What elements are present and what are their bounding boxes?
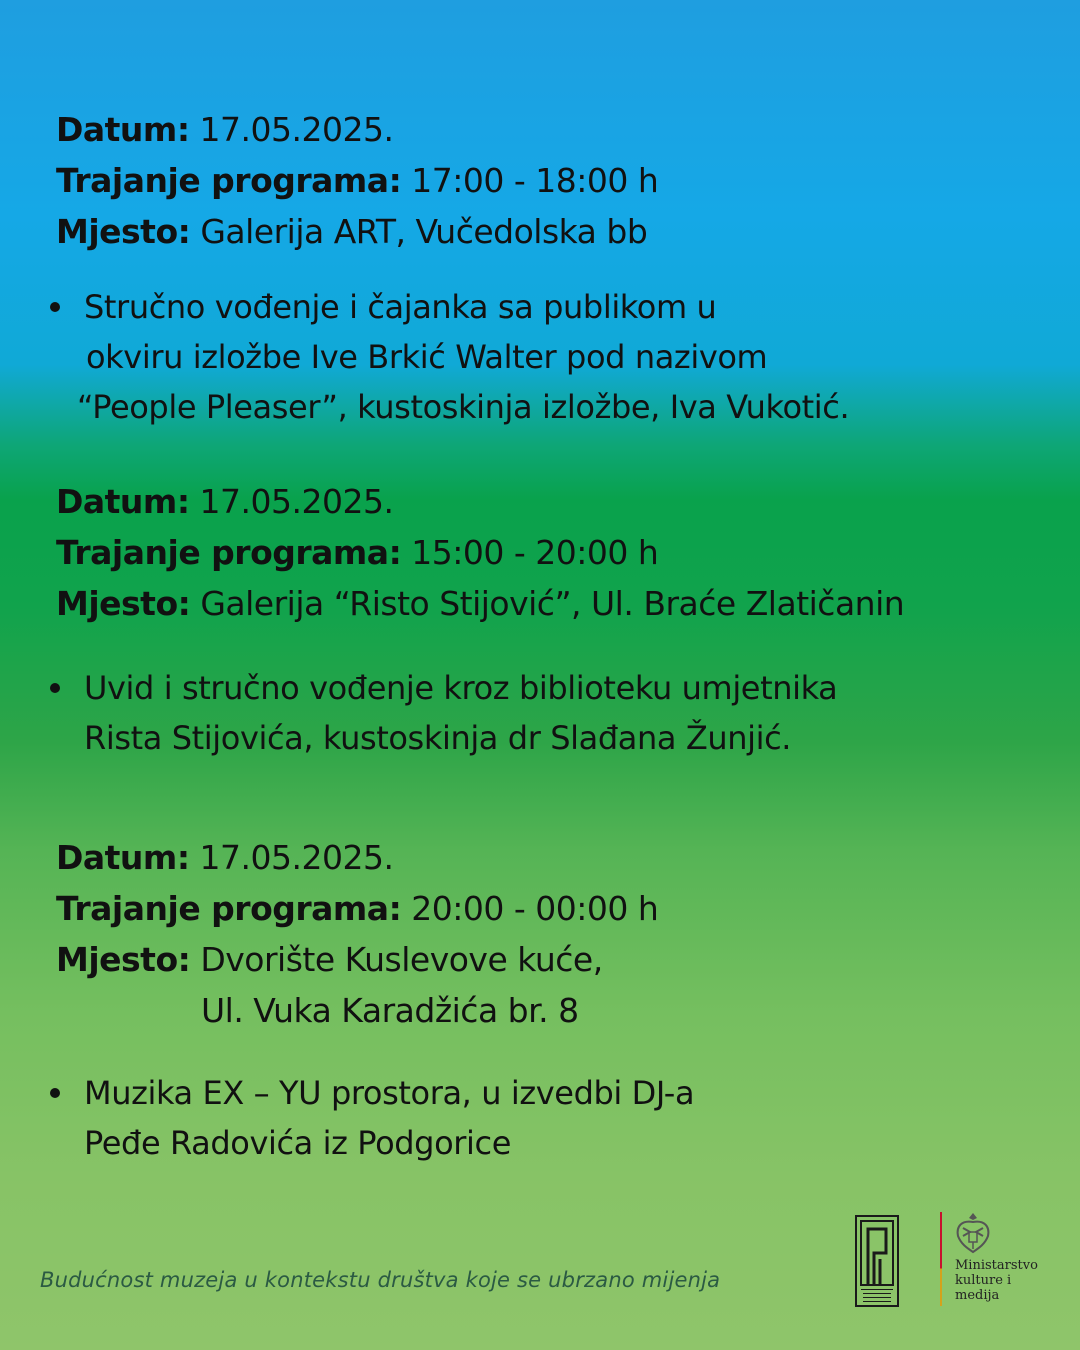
museum-logo: [855, 1215, 899, 1307]
event-2-description: Uvid i stručno vođenje kroz biblioteku umjetnika Rista Stijovića, kustoskinja dr Slađana Žunjić.: [50, 663, 837, 763]
bullet-icon: [50, 683, 60, 693]
bullet-icon: [50, 302, 60, 312]
event-place-row-2: Ul. Vuka Karadžića br. 8: [201, 991, 579, 1030]
event-place-row: Mjesto: Galerija “Risto Stijović”, Ul. Braće Zlatičanin: [56, 584, 905, 623]
event-place-row: Mjesto: Dvorište Kuslevove kuće,: [56, 940, 603, 979]
event-date-row: Datum: 17.05.2025.: [56, 482, 394, 521]
event-2-info: [56, 476, 904, 629]
event-3-description: Muzika EX – YU prostora, u izvedbi DJ-a Peđe Radovića iz Podgorice: [50, 1068, 694, 1168]
event-date-row: Datum: 17.05.2025.: [56, 110, 394, 149]
footer-tagline: Budućnost muzeja u kontekstu društva koje se ubrzano mijenja: [40, 1268, 721, 1292]
ministry-name: Ministarstvo kulture i medija: [955, 1258, 1038, 1303]
event-1-info: [56, 104, 658, 257]
event-place-row: Mjesto: Galerija ART, Vučedolska bb: [56, 212, 648, 251]
event-3-info: [56, 832, 658, 1036]
event-duration-row: Trajanje programa: 17:00 - 18:00 h: [56, 161, 659, 200]
event-duration-row: Trajanje programa: 15:00 - 20:00 h: [56, 533, 659, 572]
event-date-row: Datum: 17.05.2025.: [56, 838, 394, 877]
bullet-icon: [50, 1088, 60, 1098]
coat-of-arms-icon: [952, 1210, 994, 1256]
event-1-description: Stručno vođenje i čajanka sa publikom u okviru izložbe Ive Brkić Walter pod nazivom “People Pleaser”, kustoskinja izložbe, Iva Vukotić.: [50, 282, 849, 432]
event-duration-row: Trajanje programa: 20:00 - 00:00 h: [56, 889, 659, 928]
logo-divider: [940, 1212, 942, 1306]
